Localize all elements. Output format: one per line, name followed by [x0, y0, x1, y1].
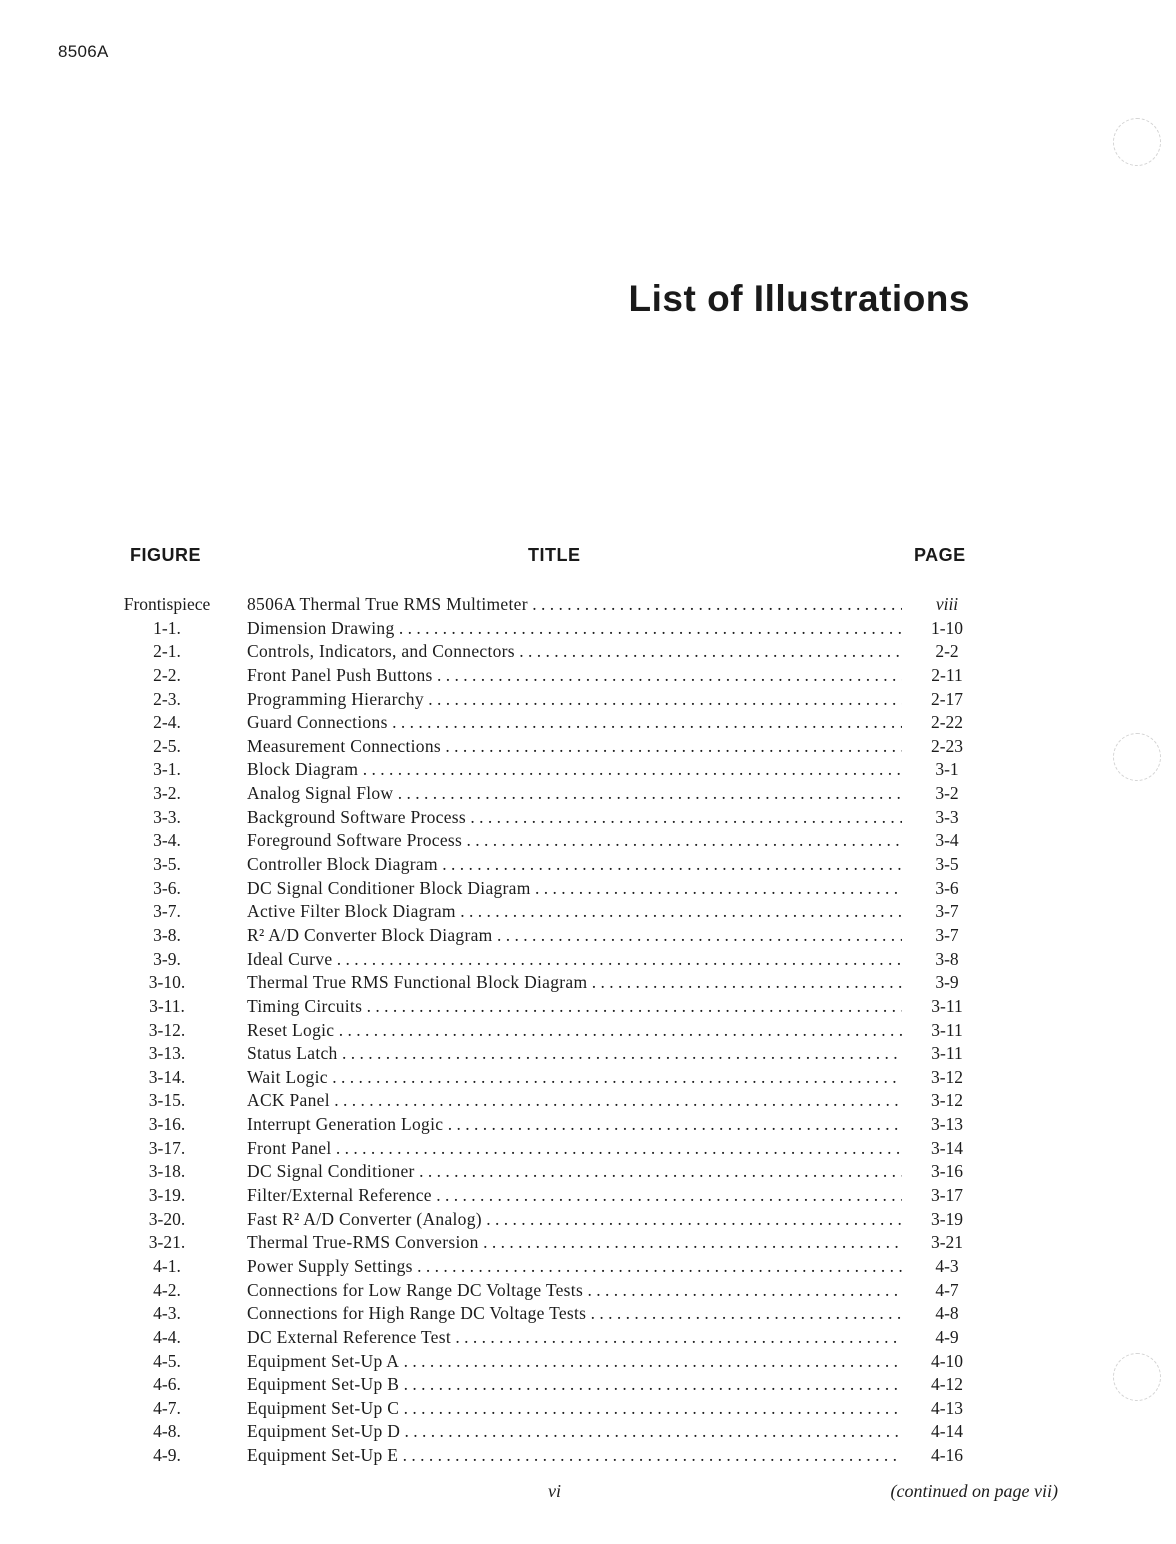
list-item [112, 995, 982, 1019]
page-ref: 3-1 [935, 759, 959, 780]
page-ref: 3-7 [935, 901, 959, 922]
list-item [112, 1444, 982, 1468]
page-ref: 3-11 [931, 1019, 963, 1040]
page-ref: 4-3 [935, 1255, 959, 1276]
list-item [112, 829, 982, 853]
figure-number: 4-2. [153, 1279, 181, 1300]
list-item [112, 1137, 982, 1161]
figure-title: Connections for High Range DC Voltage Tests . . . [247, 1302, 902, 1326]
page-ref: 3-8 [935, 948, 959, 969]
page-ref: 4-10 [930, 1350, 964, 1371]
page-ref: viii [935, 594, 959, 614]
figure-number: 3-6. [153, 877, 181, 898]
page-ref: 3-2 [935, 783, 959, 804]
figure-title: Background Software Process . . . [247, 806, 902, 830]
page-ref: 3-17 [930, 1185, 964, 1206]
figure-number: 4-3. [153, 1303, 181, 1324]
figure-title: Thermal True-RMS Conversion . . . [247, 1231, 902, 1255]
page-ref: 2-23 [930, 735, 964, 756]
figure-number: 1-1. [153, 617, 181, 638]
figure-title: Measurement Connections . . . [247, 735, 902, 759]
list-item [112, 924, 982, 948]
page-number: vi [548, 1481, 561, 1501]
list-item [112, 1279, 982, 1303]
page-ref: 4-7 [935, 1279, 959, 1300]
figure-title: Front Panel Push Buttons . . . [247, 664, 902, 688]
list-item [112, 1231, 982, 1255]
figure-title: Fast R² A/D Converter (Analog) . . . [247, 1208, 902, 1232]
list-item [112, 758, 982, 782]
list-item [112, 806, 982, 830]
figure-number: 3-14. [148, 1066, 186, 1087]
figure-number: 3-15. [148, 1090, 186, 1111]
list-item [112, 948, 982, 972]
figure-number: 3-12. [148, 1019, 186, 1040]
figure-title: Front Panel . . . [247, 1137, 902, 1161]
list-item [112, 1066, 982, 1090]
figure-number: 4-8. [153, 1421, 181, 1442]
figure-number: 3-19. [148, 1185, 186, 1206]
figure-title: Filter/External Reference . . . [247, 1184, 902, 1208]
figure-number: 2-5. [153, 735, 181, 756]
figure-title: Status Latch . . . [247, 1042, 902, 1066]
list-item [112, 664, 982, 688]
figure-title: DC Signal Conditioner Block Diagram . . . [247, 877, 902, 901]
figure-number: 3-10. [148, 972, 186, 993]
figure-number: 4-5. [153, 1350, 181, 1371]
figure-title: Power Supply Settings . . . [247, 1255, 902, 1279]
figure-number: 3-2. [153, 783, 181, 804]
figure-number: 4-1. [153, 1255, 181, 1276]
list-item [112, 640, 982, 664]
list-item [112, 1350, 982, 1374]
page-ref: 2-22 [930, 712, 964, 733]
list-item [112, 1089, 982, 1113]
list-item [112, 1019, 982, 1043]
figure-title: Programming Hierarchy . . . [247, 688, 902, 712]
figure-number: 3-20. [148, 1208, 186, 1229]
list-item [112, 1373, 982, 1397]
figure-title: 8506A Thermal True RMS Multimeter . . . [247, 593, 902, 617]
figure-number: 2-1. [153, 641, 181, 662]
figure-title: Timing Circuits . . . [247, 995, 902, 1019]
figure-number: 3-3. [153, 806, 181, 827]
figure-number: 3-8. [153, 924, 181, 945]
page-ref: 3-13 [930, 1114, 964, 1135]
list-item [112, 1255, 982, 1279]
figure-number: 4-4. [153, 1326, 181, 1347]
figure-title: Connections for Low Range DC Voltage Tests . . . [247, 1279, 902, 1303]
list-item [112, 711, 982, 735]
page-ref: 3-11 [931, 1043, 963, 1064]
figure-title: R² A/D Converter Block Diagram . . . [247, 924, 902, 948]
figure-number: 2-3. [153, 688, 181, 709]
figure-number: 3-16. [148, 1114, 186, 1135]
figure-number: 3-17. [148, 1137, 186, 1158]
figure-number: 2-2. [153, 664, 181, 685]
figure-number: 3-11. [149, 995, 185, 1016]
figure-title: Equipment Set-Up A . . . [247, 1350, 902, 1374]
figure-title: Foreground Software Process . . . [247, 829, 902, 853]
figure-number: 3-21. [148, 1232, 186, 1253]
list-item [112, 1302, 982, 1326]
list-item [112, 593, 982, 617]
figure-title: DC Signal Conditioner . . . [247, 1160, 902, 1184]
figure-number: 3-9. [153, 948, 181, 969]
page-ref: 3-4 [935, 830, 959, 851]
figure-number: 4-6. [153, 1374, 181, 1395]
page-ref: 3-12 [930, 1066, 964, 1087]
list-item [112, 688, 982, 712]
figure-number: 3-7. [153, 901, 181, 922]
page-ref: 3-16 [930, 1161, 964, 1182]
figure-title: Controller Block Diagram . . . [247, 853, 902, 877]
figure-number: 3-5. [153, 854, 181, 875]
page-ref: 3-19 [930, 1208, 964, 1229]
page-ref: 4-9 [935, 1326, 959, 1347]
page-ref: 1-10 [930, 617, 964, 638]
page-ref: 4-14 [930, 1421, 964, 1442]
illustration-list [112, 593, 982, 1468]
list-item [112, 1420, 982, 1444]
page-ref: 3-9 [935, 972, 959, 993]
figure-number: 4-9. [153, 1445, 181, 1466]
binder-hole [1113, 1353, 1161, 1401]
page-ref: 4-16 [930, 1445, 964, 1466]
figure-number: 3-18. [148, 1161, 186, 1182]
figure-title: Equipment Set-Up D . . . [247, 1420, 902, 1444]
column-header-figure: FIGURE [130, 545, 202, 565]
figure-title: DC External Reference Test . . . [247, 1326, 902, 1350]
figure-title: Analog Signal Flow . . . [247, 782, 902, 806]
figure-title: ACK Panel . . . [247, 1089, 902, 1113]
page-ref: 3-12 [930, 1090, 964, 1111]
figure-title: Controls, Indicators, and Connectors . . . [247, 640, 902, 664]
page-ref: 2-11 [931, 664, 963, 685]
list-item [112, 1160, 982, 1184]
figure-title: Active Filter Block Diagram . . . [247, 900, 902, 924]
page-ref: 3-7 [935, 924, 959, 945]
figure-number: 3-13. [148, 1043, 186, 1064]
page-ref: 2-17 [930, 688, 964, 709]
figure-title: Block Diagram . . . [247, 758, 902, 782]
model-number: 8506A [58, 42, 109, 61]
list-item [112, 1042, 982, 1066]
figure-number: 2-4. [153, 712, 181, 733]
page-title: List of Illustrations [628, 278, 970, 319]
list-item [112, 1326, 982, 1350]
figure-title: Thermal True RMS Functional Block Diagram . . . [247, 971, 902, 995]
list-item [112, 1184, 982, 1208]
binder-hole [1113, 118, 1161, 166]
page-ref: 3-5 [935, 854, 959, 875]
list-item [112, 877, 982, 901]
figure-title: Dimension Drawing . . . [247, 617, 902, 641]
figure-number: 3-1. [153, 759, 181, 780]
figure-title: Reset Logic . . . [247, 1019, 902, 1043]
page-ref: 4-8 [935, 1303, 959, 1324]
figure-number: 4-7. [153, 1397, 181, 1418]
figure-title: Equipment Set-Up E . . . [247, 1444, 902, 1468]
binder-hole [1113, 733, 1161, 781]
figure-title: Guard Connections . . . [247, 711, 902, 735]
list-item [112, 971, 982, 995]
page-ref: 3-14 [930, 1137, 964, 1158]
figure-title: Equipment Set-Up B . . . [247, 1373, 902, 1397]
list-item [112, 1208, 982, 1232]
column-header-title: TITLE [528, 545, 581, 565]
list-item [112, 853, 982, 877]
column-header-page: PAGE [914, 545, 966, 565]
page-ref: 3-3 [935, 806, 959, 827]
list-item [112, 1397, 982, 1421]
list-item [112, 1113, 982, 1137]
page-ref: 3-6 [935, 877, 959, 898]
list-item [112, 900, 982, 924]
figure-title: Ideal Curve . . . [247, 948, 902, 972]
list-item [112, 782, 982, 806]
list-item [112, 617, 982, 641]
figure-number: Frontispiece [123, 594, 211, 614]
page-ref: 3-11 [931, 995, 963, 1016]
page-ref: 2-2 [935, 641, 959, 662]
continued-note: (continued on page vii) [890, 1481, 1058, 1501]
figure-title: Equipment Set-Up C . . . [247, 1397, 902, 1421]
page-ref: 3-21 [930, 1232, 964, 1253]
figure-title: Interrupt Generation Logic . . . [247, 1113, 902, 1137]
list-item [112, 735, 982, 759]
page-ref: 4-12 [930, 1374, 964, 1395]
figure-title: Wait Logic . . . [247, 1066, 902, 1090]
figure-number: 3-4. [153, 830, 181, 851]
page-ref: 4-13 [930, 1397, 964, 1418]
